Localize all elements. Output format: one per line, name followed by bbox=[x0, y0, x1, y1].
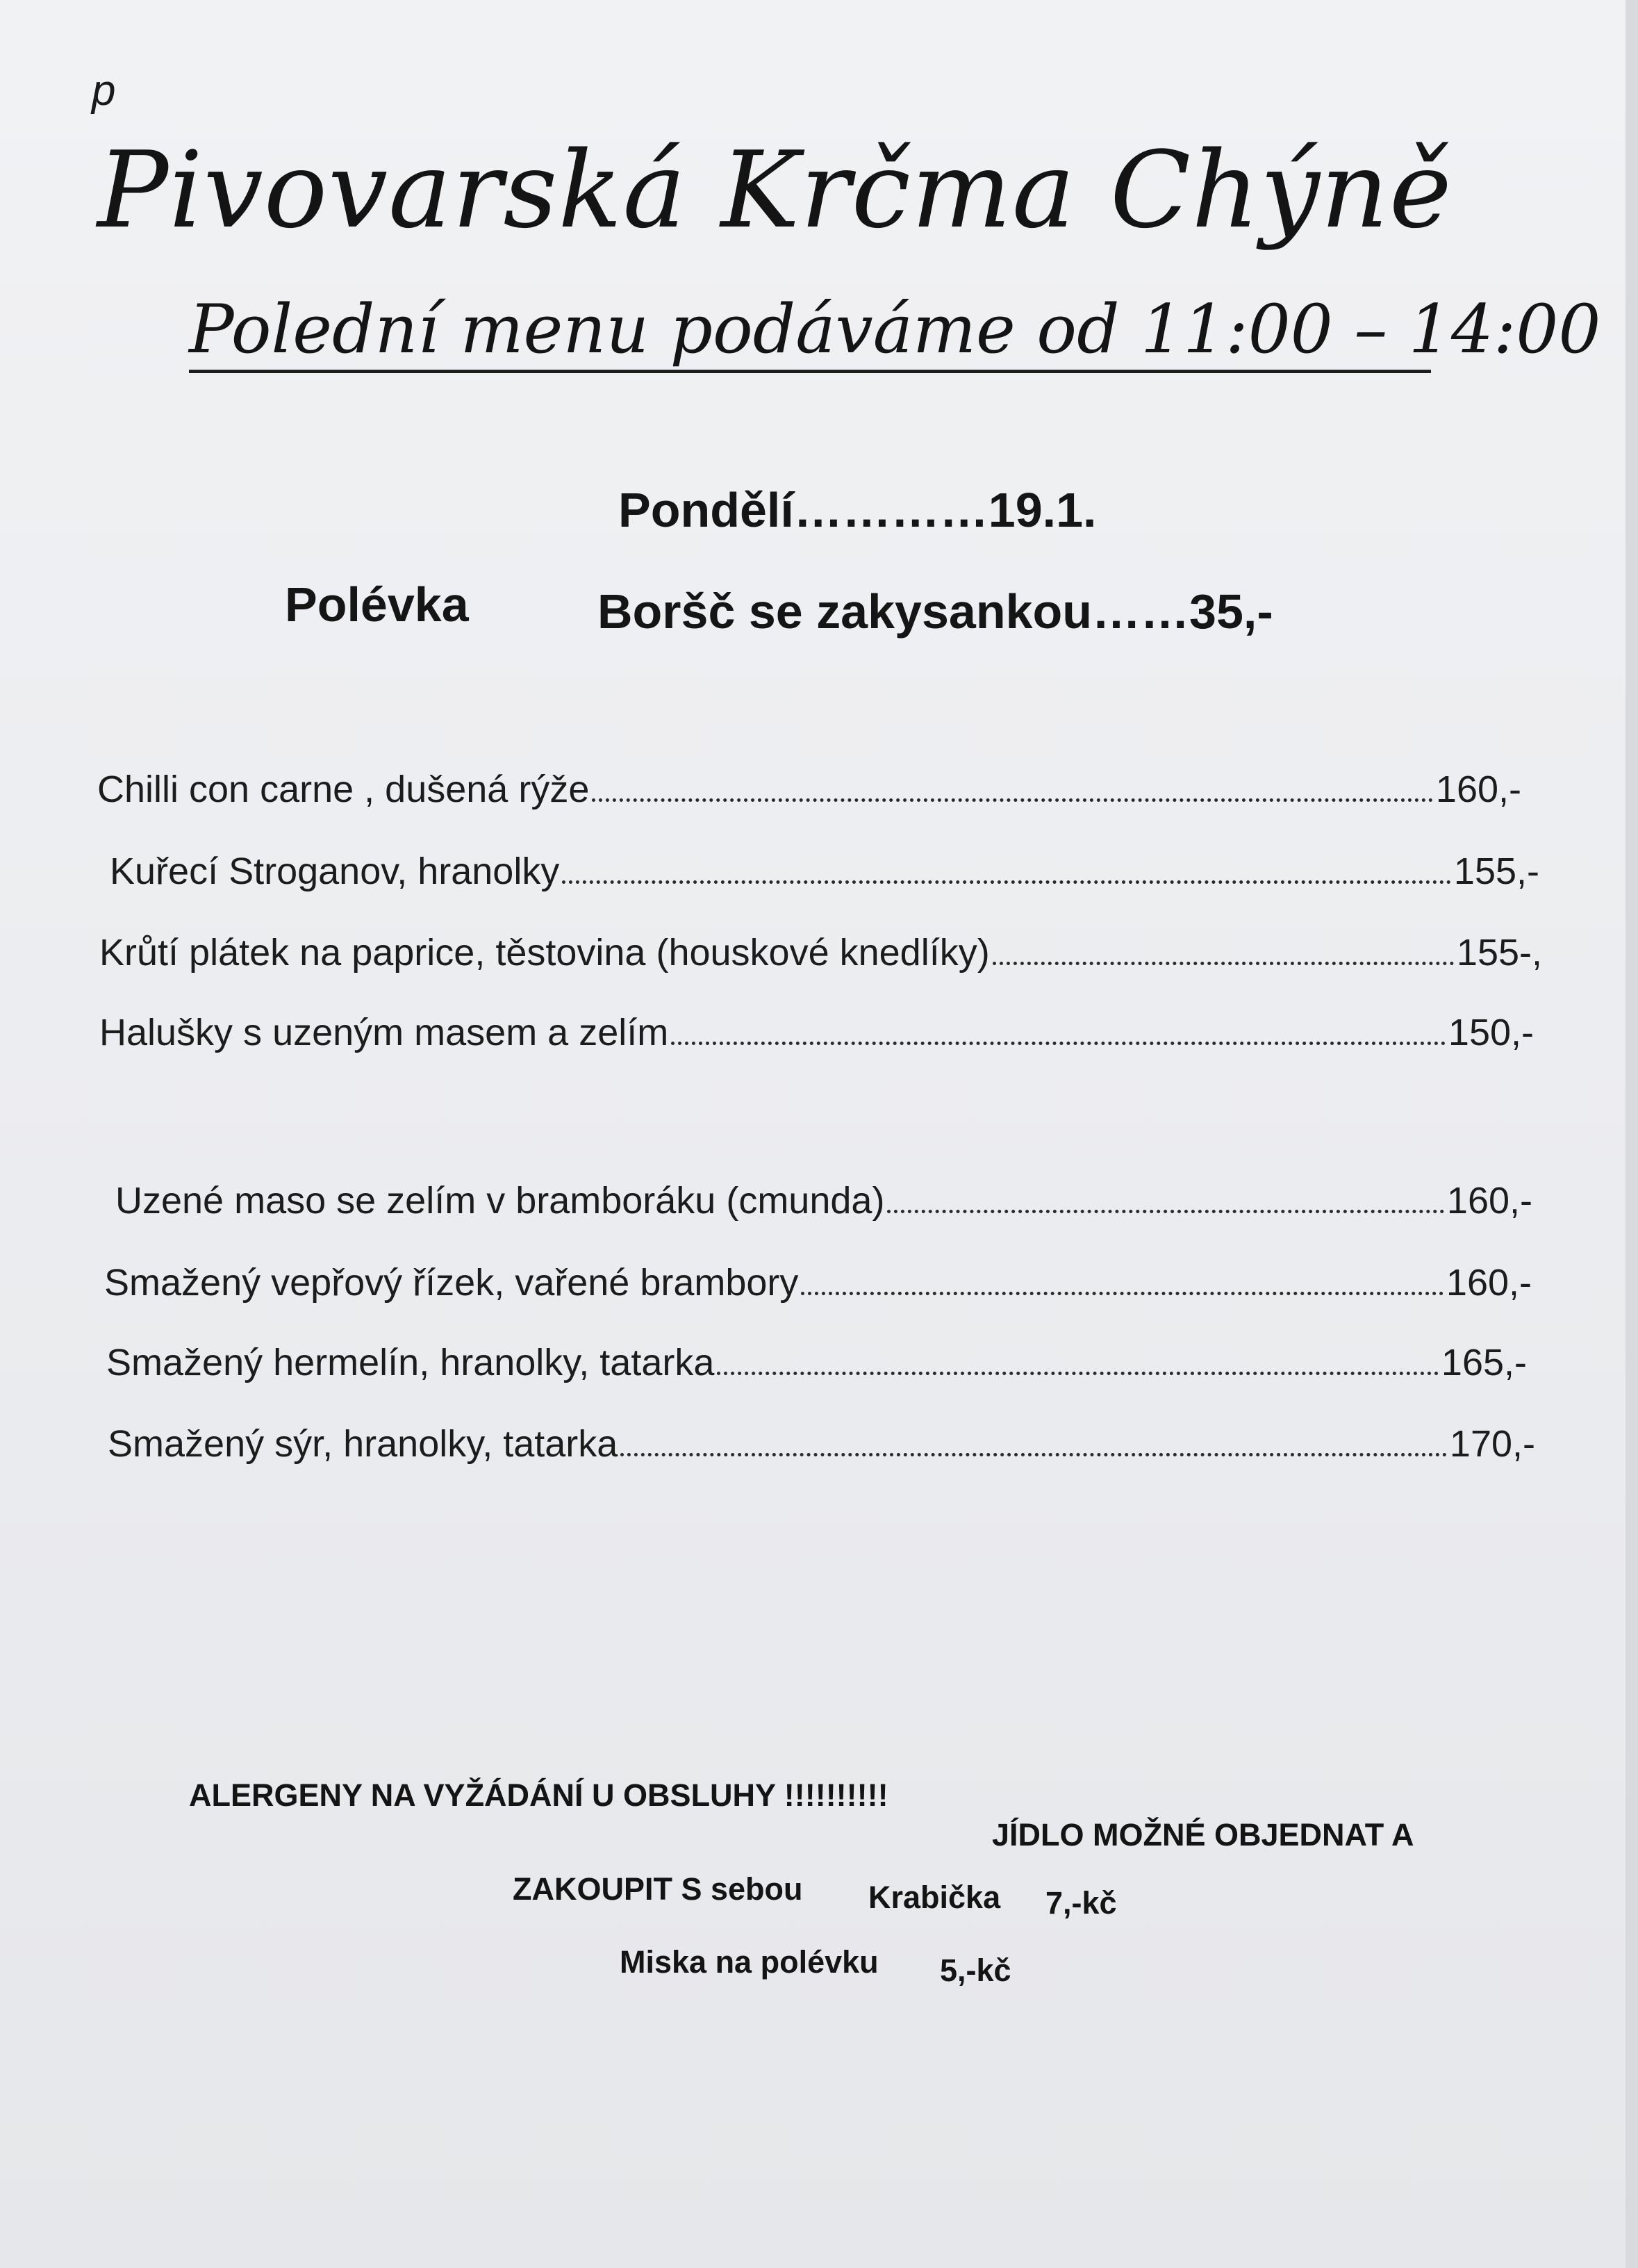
order-note: JÍDLO MOŽNÉ OBJEDNAT A bbox=[992, 1817, 1414, 1852]
menu-item bbox=[99, 1011, 1534, 1054]
box-label: Krabička bbox=[868, 1880, 1001, 1915]
soup-bowl-label: Miska na polévku bbox=[620, 1944, 879, 1980]
menu-item bbox=[99, 931, 1542, 974]
dish-name: Halušky s uzeným masem a zelím bbox=[99, 1012, 669, 1053]
dot-leader bbox=[887, 1210, 1443, 1213]
restaurant-name: Pivovarská Krčma Chýně bbox=[97, 129, 1453, 252]
menu-item bbox=[104, 1261, 1532, 1304]
takeaway-note: ZAKOUPIT S sebou bbox=[513, 1871, 803, 1907]
soup-bowl-price: 5,-kč bbox=[940, 1953, 1011, 1988]
dish-price: 170,- bbox=[1449, 1423, 1535, 1465]
box-price: 7,-kč bbox=[1045, 1885, 1117, 1921]
dish-name: Krůtí plátek na paprice, těstovina (houskové knedlíky) bbox=[99, 932, 990, 973]
menu-item bbox=[115, 1179, 1532, 1222]
dot-leader bbox=[671, 1042, 1446, 1045]
dish-price: 165,- bbox=[1441, 1342, 1527, 1383]
dish-name: Smažený hermelín, hranolky, tatarka bbox=[106, 1342, 715, 1383]
dish-name: Uzené maso se zelím v bramboráku (cmunda) bbox=[115, 1180, 885, 1222]
dish-name: Chilli con carne , dušená rýže bbox=[97, 769, 590, 810]
dish-price: 155-, bbox=[1456, 932, 1542, 973]
dish-price: 160,- bbox=[1435, 769, 1521, 810]
menu-item bbox=[108, 1422, 1535, 1465]
dish-price: 155,- bbox=[1453, 850, 1539, 892]
menu-item bbox=[106, 1341, 1527, 1384]
dot-leader bbox=[993, 962, 1454, 965]
dish-name: Smažený vepřový řízek, vařené brambory bbox=[104, 1262, 799, 1304]
dish-price: 150,- bbox=[1448, 1012, 1534, 1053]
soup-item: Boršč se zakysankou……35,- bbox=[597, 584, 1273, 639]
menu-item bbox=[110, 850, 1539, 893]
dish-price: 160,- bbox=[1446, 1180, 1532, 1222]
dot-leader bbox=[620, 1453, 1447, 1456]
dot-leader bbox=[717, 1372, 1439, 1375]
dot-leader bbox=[592, 798, 1433, 802]
dish-price: 160,- bbox=[1446, 1262, 1532, 1304]
dot-leader bbox=[562, 880, 1451, 884]
allergens-note: ALERGENY NA VYŽÁDÁNÍ U OBSLUHY !!!!!!!!!! bbox=[189, 1777, 888, 1813]
corner-mark: p bbox=[92, 67, 116, 115]
dish-name: Smažený sýr, hranolky, tatarka bbox=[108, 1423, 618, 1465]
serving-hours-underline bbox=[189, 370, 1431, 373]
day-date: Pondělí…………19.1. bbox=[618, 483, 1097, 537]
soup-label: Polévka bbox=[285, 577, 469, 632]
menu-item bbox=[97, 768, 1521, 811]
serving-hours: Polední menu podáváme od 11:00 – 14:00 bbox=[189, 290, 1601, 368]
dish-name: Kuřecí Stroganov, hranolky bbox=[110, 850, 560, 892]
dot-leader bbox=[801, 1292, 1443, 1295]
